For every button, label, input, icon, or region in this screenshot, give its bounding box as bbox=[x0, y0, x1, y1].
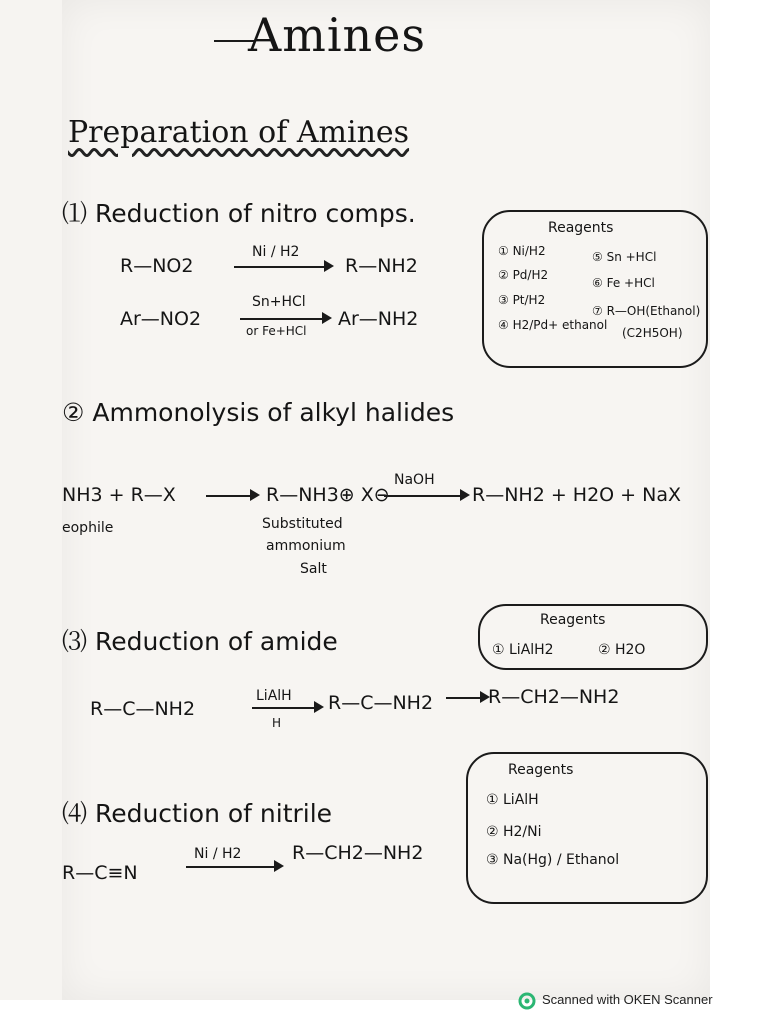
reagent-3-2: ② H2/Ni bbox=[486, 824, 542, 840]
equation-4-left: R—C≡N bbox=[62, 862, 138, 884]
equation-3-arrow-1 bbox=[252, 707, 316, 709]
nucleophile-label: eophile bbox=[62, 520, 114, 536]
equation-1b-left: Ar—NO2 bbox=[120, 308, 202, 330]
equation-3-left: R—C—NH2 bbox=[90, 698, 196, 720]
equation-1b-arrow bbox=[240, 318, 324, 320]
reagents-3-title: Reagents bbox=[508, 762, 574, 778]
reagent-2-2: ② H2O bbox=[598, 642, 646, 658]
equation-2-arrow-2 bbox=[384, 495, 462, 497]
equation-3-arrowhead-1 bbox=[314, 701, 324, 713]
equation-3-arrow-2 bbox=[446, 697, 482, 699]
equation-4-arrow bbox=[186, 866, 276, 868]
salt-label-line-2: ammonium bbox=[266, 538, 346, 554]
equation-1a-reagent: Ni / H2 bbox=[252, 244, 300, 260]
reagent-1-4: ④ H2/Pd+ ethanol bbox=[498, 318, 608, 332]
equation-3-product: R—CH2—NH2 bbox=[488, 686, 620, 708]
equation-2-arrow-1 bbox=[206, 495, 252, 497]
equation-2-intermediate: R—NH3⊕ X⊖ bbox=[266, 484, 390, 506]
reagent-3-3: ③ Na(Hg) / Ethanol bbox=[486, 852, 620, 868]
reagent-1-1: ① Ni/H2 bbox=[498, 244, 546, 258]
scanner-logo-icon bbox=[518, 992, 536, 1010]
reagent-2-1: ① LiAlH2 bbox=[492, 642, 554, 658]
section-3-heading: ⑶ Reduction of amide bbox=[62, 627, 338, 656]
reagent-1-3: ③ Pt/H2 bbox=[498, 293, 546, 307]
equation-2-arrowhead-2 bbox=[460, 489, 470, 501]
page-right-margin bbox=[710, 0, 768, 1000]
equation-4-reagent: Ni / H2 bbox=[194, 846, 242, 862]
equation-2-arrowhead-1 bbox=[250, 489, 260, 501]
title-mark bbox=[214, 40, 254, 42]
equation-3-below: H bbox=[272, 716, 282, 730]
reagents-2-title: Reagents bbox=[540, 612, 606, 628]
salt-label-line-3: Salt bbox=[300, 561, 327, 577]
equation-2-products: R—NH2 + H2O + NaX bbox=[472, 484, 681, 506]
section-4-heading: ⑷ Reduction of nitrile bbox=[62, 799, 333, 828]
reagents-1-title: Reagents bbox=[548, 220, 614, 236]
section-2-heading: ② Ammonolysis of alkyl halides bbox=[62, 398, 455, 427]
reagent-1-5: ⑤ Sn +HCl bbox=[592, 250, 657, 264]
section-1-heading: ⑴ Reduction of nitro comps. bbox=[62, 199, 416, 228]
page-left-margin bbox=[0, 0, 62, 1000]
equation-3-intermediate: R—C—NH2 bbox=[328, 692, 434, 714]
reagent-1-7: ⑦ R—OH(Ethanol) bbox=[592, 304, 701, 318]
equation-1b-right: Ar—NH2 bbox=[338, 308, 419, 330]
equation-2-reactants: NH3 + R—X bbox=[62, 484, 176, 506]
equation-1b-arrowhead bbox=[322, 312, 332, 324]
page-title: Amines bbox=[248, 8, 427, 62]
equation-1a-right: R—NH2 bbox=[345, 255, 418, 277]
reagent-3-1: ① LiAlH bbox=[486, 792, 539, 808]
reagent-1-2: ② Pd/H2 bbox=[498, 268, 549, 282]
subtitle: Preparation of Amines bbox=[68, 115, 410, 150]
reagent-1-8: (C2H5OH) bbox=[622, 326, 683, 340]
equation-1a-arrow bbox=[234, 266, 326, 268]
equation-4-arrowhead bbox=[274, 860, 284, 872]
equation-1b-reagent: Sn+HCl bbox=[252, 294, 306, 310]
salt-label-line-1: Substituted bbox=[262, 516, 343, 532]
scanner-footer-text: Scanned with OKEN Scanner bbox=[542, 992, 713, 1007]
equation-1a-arrowhead bbox=[324, 260, 334, 272]
equation-3-reagent: LiAlH bbox=[256, 688, 292, 704]
equation-1b-alt-reagent: or Fe+HCl bbox=[246, 324, 307, 338]
equation-2-reagent: NaOH bbox=[394, 472, 435, 488]
reagent-1-6: ⑥ Fe +HCl bbox=[592, 276, 655, 290]
equation-1a-left: R—NO2 bbox=[120, 255, 194, 277]
equation-4-right: R—CH2—NH2 bbox=[292, 842, 424, 864]
